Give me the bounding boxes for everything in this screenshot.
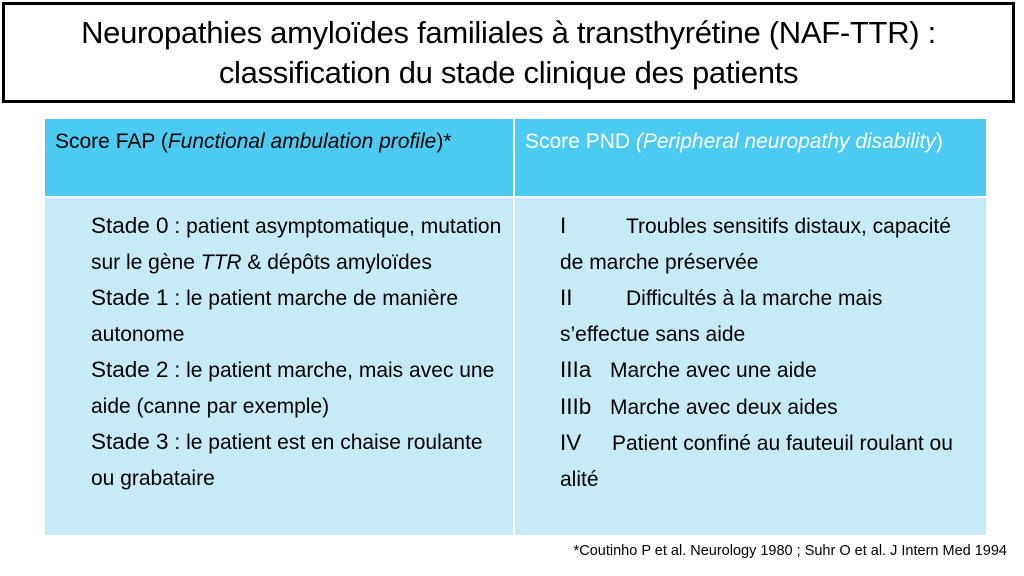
header-fap-score: [45, 119, 515, 196]
fap-stage-italic: TTR: [200, 250, 242, 274]
fap-stage-1: [91, 280, 503, 352]
fap-stage-text: : le patient est en chaise roulante ou grabataire: [91, 431, 483, 490]
pnd-stage-numeral: II: [560, 285, 573, 310]
header-pnd-italic: (Peripheral neuropathy disability: [635, 130, 936, 153]
fap-stage-text: : le patient marche de manière autonome: [91, 287, 459, 346]
header-fap-prefix: Score FAP (: [55, 130, 168, 153]
pnd-stage-text: Troubles sensitifs distaux, capacité de marche préservée: [560, 215, 951, 274]
pnd-stage-text: Patient confiné au fauteuil roulant ou alité: [560, 432, 953, 491]
pnd-stage-text: Marche avec deux aides: [610, 395, 838, 419]
pnd-stages-cell: [515, 196, 986, 535]
fap-stage-text: : le patient marche, mais avec une aide (canne par exemple): [91, 359, 495, 418]
pnd-stage-numeral: IIIa: [560, 357, 592, 382]
pnd-stage-text: Marche avec une aide: [610, 359, 817, 382]
fap-stage-text-end: & dépôts amyloïdes: [241, 250, 432, 274]
references-footnote: *Coutinho P et al. Neurology 1980 ; Suhr O et al. J Intern Med 1994: [573, 543, 1007, 559]
pnd-stage-iiia: [560, 352, 976, 389]
pnd-stage-numeral: I: [560, 213, 567, 238]
header-pnd-prefix: Score PND: [525, 130, 636, 153]
fap-stage-3: [91, 424, 503, 496]
fap-stage-label: Stade 1: [91, 285, 169, 310]
fap-stage-text: : patient asymptomatique, mutation sur le gène: [91, 215, 502, 274]
pnd-stage-numeral: IV: [560, 430, 582, 455]
header-fap-italic: Functional ambulation profile: [167, 130, 437, 153]
title-line-2: classification du stade clinique des patients: [218, 54, 799, 90]
slide-title: [2, 2, 1015, 103]
fap-stages-cell: [45, 196, 515, 535]
pnd-stage-iv: [560, 425, 976, 497]
fap-stage-0: [91, 208, 503, 280]
fap-stage-2: [91, 352, 503, 424]
header-pnd-suffix: ): [935, 130, 943, 153]
pnd-stage-i: [560, 208, 976, 280]
pnd-stage-text: Difficultés à la marche mais s’effectue sans aide: [560, 287, 883, 346]
pnd-stage-numeral: IIIb: [560, 393, 592, 419]
fap-stage-label: Stade 0: [91, 213, 169, 238]
header-pnd-score: [515, 119, 986, 196]
fap-stage-label: Stade 2: [91, 357, 169, 382]
classification-table: [45, 119, 986, 535]
pnd-stage-ii: [560, 280, 976, 352]
pnd-stage-iiib: [560, 389, 976, 426]
header-fap-suffix: )*: [436, 130, 452, 153]
title-line-1: Neuropathies amyloïdes familiales à transthyrétine (NAF-TTR) :: [81, 14, 936, 50]
fap-stage-label: Stade 3: [91, 429, 169, 454]
